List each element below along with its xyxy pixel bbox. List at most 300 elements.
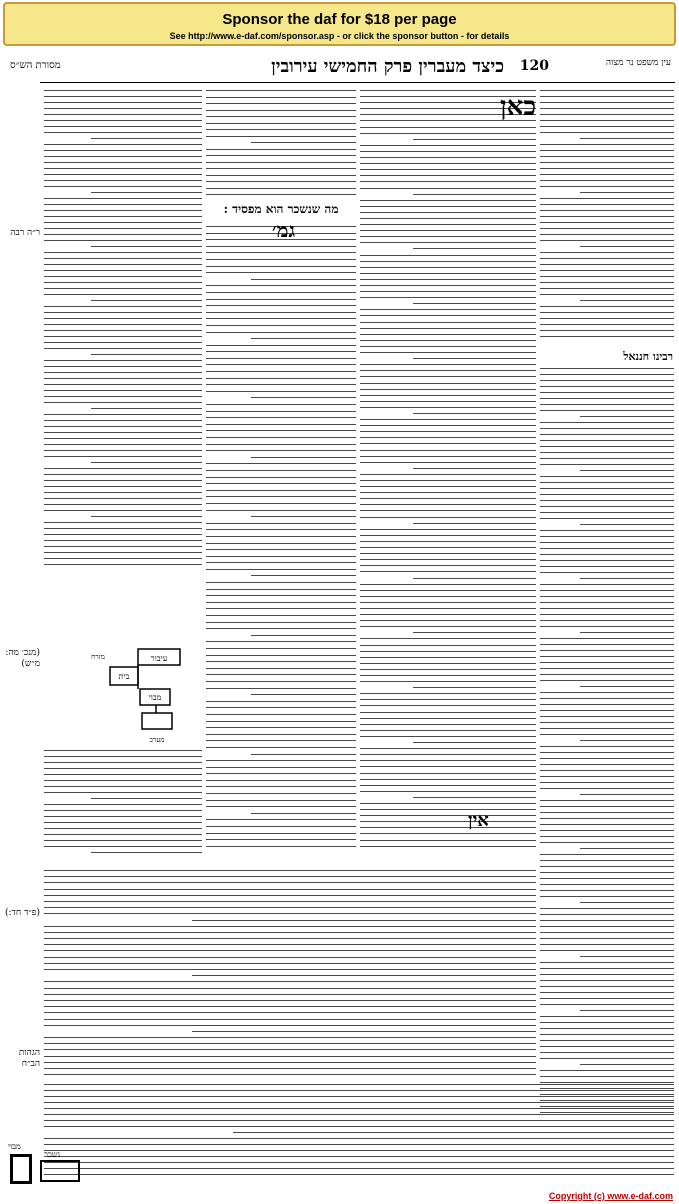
text-line <box>540 830 674 831</box>
text-line <box>360 456 536 457</box>
text-line <box>540 446 674 447</box>
text-line <box>360 407 536 408</box>
text-line <box>44 126 202 127</box>
text-line <box>540 1022 674 1023</box>
text-line <box>360 395 536 396</box>
text-line <box>206 674 356 675</box>
text-line <box>206 615 356 616</box>
text-line <box>206 793 356 794</box>
text-line <box>44 180 202 181</box>
text-line <box>206 523 356 524</box>
masoret-hashas-label: מסורת הש״ס <box>10 60 61 71</box>
text-line <box>44 162 202 163</box>
text-line <box>540 1034 674 1035</box>
text-line <box>192 975 536 976</box>
text-line <box>206 628 356 629</box>
text-line <box>206 424 356 425</box>
text-line <box>540 620 674 621</box>
text-line <box>44 198 202 199</box>
copyright-link[interactable]: Copyright (c) www.e-daf.com <box>548 1191 673 1201</box>
text-line <box>360 462 536 463</box>
text-line <box>540 980 674 981</box>
text-line <box>540 878 674 879</box>
text-line <box>540 1082 674 1083</box>
text-line <box>360 90 536 91</box>
text-line <box>206 325 356 326</box>
header-rule <box>40 82 675 83</box>
text-line <box>206 437 356 438</box>
text-line <box>540 108 674 109</box>
text-line <box>580 246 674 247</box>
text-line <box>413 358 536 359</box>
text-line <box>360 773 536 774</box>
text-line <box>580 192 674 193</box>
text-line <box>44 780 202 781</box>
text-line <box>360 346 536 347</box>
text-line <box>360 730 536 731</box>
text-line <box>360 163 536 164</box>
text-line <box>360 803 536 804</box>
text-line <box>44 318 202 319</box>
text-line <box>540 914 674 915</box>
text-line <box>44 426 202 427</box>
text-line <box>580 416 674 417</box>
text-line <box>360 383 536 384</box>
text-line <box>360 693 536 694</box>
text-line <box>580 138 674 139</box>
text-line <box>540 866 674 867</box>
diagram-label-top: עיבור <box>150 654 168 663</box>
text-line <box>206 602 356 603</box>
text-line <box>206 97 356 98</box>
text-line <box>360 815 536 816</box>
text-line <box>360 535 536 536</box>
text-line <box>206 819 356 820</box>
text-line <box>360 236 536 237</box>
text-line <box>540 806 674 807</box>
text-line <box>206 110 356 111</box>
text-line <box>206 714 356 715</box>
text-line <box>44 546 202 547</box>
text-line <box>360 206 536 207</box>
text-line <box>540 842 674 843</box>
text-line <box>540 294 674 295</box>
text-line <box>206 661 356 662</box>
text-line <box>540 704 674 705</box>
text-line <box>360 200 536 201</box>
text-line <box>44 816 202 817</box>
text-line <box>580 300 674 301</box>
text-line <box>44 480 202 481</box>
gemara-main <box>206 226 356 866</box>
text-line <box>251 754 356 755</box>
text-line <box>44 342 202 343</box>
text-line <box>360 401 536 402</box>
text-line <box>44 444 202 445</box>
text-line <box>540 440 674 441</box>
text-line <box>360 437 536 438</box>
text-line <box>44 390 202 391</box>
text-line <box>44 1012 536 1013</box>
text-line <box>540 566 674 567</box>
text-line <box>540 404 674 405</box>
text-line <box>360 620 536 621</box>
text-line <box>360 334 536 335</box>
text-line <box>44 1043 536 1044</box>
text-line <box>540 596 674 597</box>
text-line <box>44 750 202 751</box>
text-line <box>413 797 536 798</box>
text-line <box>360 218 536 219</box>
text-line <box>44 330 202 331</box>
text-line <box>44 1120 674 1121</box>
text-line <box>44 510 202 511</box>
text-line <box>540 542 674 543</box>
text-line <box>206 404 356 405</box>
text-line <box>44 1114 674 1115</box>
text-line <box>360 657 536 658</box>
text-line <box>44 1025 536 1026</box>
text-line <box>540 584 674 585</box>
text-line <box>206 496 356 497</box>
text-line <box>360 175 536 176</box>
text-line <box>540 518 674 519</box>
text-line <box>44 944 536 945</box>
text-line <box>360 541 536 542</box>
text-line <box>206 707 356 708</box>
text-line <box>206 351 356 352</box>
text-line <box>360 827 536 828</box>
ein-mishpat-column <box>540 90 674 340</box>
text-line <box>44 474 202 475</box>
text-line <box>360 553 536 554</box>
text-line <box>540 986 674 987</box>
left-margin <box>4 88 42 1148</box>
text-line <box>360 340 536 341</box>
text-line <box>206 162 356 163</box>
text-line <box>580 686 674 687</box>
text-line <box>540 434 674 435</box>
text-line <box>44 456 202 457</box>
text-line <box>360 517 536 518</box>
text-line <box>540 554 674 555</box>
text-line <box>360 846 536 847</box>
text-line <box>44 768 202 769</box>
text-line <box>540 428 674 429</box>
text-line <box>540 782 674 783</box>
text-line <box>91 516 202 517</box>
text-line <box>540 312 674 313</box>
text-line <box>206 641 356 642</box>
text-line <box>540 770 674 771</box>
text-line <box>206 608 356 609</box>
text-line <box>540 728 674 729</box>
text-line <box>540 150 674 151</box>
text-line <box>540 258 674 259</box>
text-line <box>44 907 536 908</box>
text-line <box>206 312 356 313</box>
text-line <box>540 650 674 651</box>
text-line <box>360 431 536 432</box>
text-line <box>360 645 536 646</box>
text-line <box>44 120 202 121</box>
text-line <box>540 824 674 825</box>
text-line <box>206 378 356 379</box>
text-line <box>540 204 674 205</box>
text-line <box>251 457 356 458</box>
text-line <box>540 216 674 217</box>
text-line <box>540 548 674 549</box>
text-line <box>251 142 356 143</box>
text-line <box>206 622 356 623</box>
text-line <box>206 833 356 834</box>
text-line <box>540 800 674 801</box>
rabbenu-chananel-column <box>540 368 674 1128</box>
text-line <box>206 470 356 471</box>
text-line <box>206 786 356 787</box>
text-line <box>360 596 536 597</box>
text-line <box>540 614 674 615</box>
text-line <box>251 635 356 636</box>
text-line <box>44 828 202 829</box>
eruv-diagram <box>90 645 200 745</box>
text-line <box>44 144 202 145</box>
text-line <box>360 821 536 822</box>
text-line <box>44 258 202 259</box>
page-header <box>0 52 679 82</box>
text-line <box>540 626 674 627</box>
text-line <box>360 492 536 493</box>
text-line <box>206 123 356 124</box>
sponsor-banner[interactable] <box>3 2 676 46</box>
text-line <box>360 809 536 810</box>
text-line <box>44 396 202 397</box>
text-line <box>44 895 536 896</box>
text-line <box>413 523 536 524</box>
text-line <box>206 90 356 91</box>
text-line <box>540 144 674 145</box>
text-line <box>206 839 356 840</box>
text-line <box>44 348 202 349</box>
text-line <box>540 908 674 909</box>
text-line <box>540 818 674 819</box>
text-line <box>206 595 356 596</box>
text-line <box>44 168 202 169</box>
text-line <box>44 840 202 841</box>
text-line <box>360 181 536 182</box>
text-line <box>540 998 674 999</box>
diagram-label-mid1: בית <box>118 672 130 681</box>
sponsor-title[interactable]: Sponsor the daf for $18 per page <box>222 11 457 28</box>
text-line <box>540 716 674 717</box>
opening-word: כאן <box>500 92 537 122</box>
text-line <box>580 524 674 525</box>
text-line <box>44 1108 674 1109</box>
text-line <box>360 608 536 609</box>
text-line <box>206 364 356 365</box>
text-line <box>44 282 202 283</box>
text-line <box>580 848 674 849</box>
text-line <box>251 279 356 280</box>
text-line <box>540 656 674 657</box>
text-line <box>91 138 202 139</box>
text-line <box>360 840 536 841</box>
text-line <box>206 332 356 333</box>
text-line <box>44 1102 674 1103</box>
text-line <box>44 957 536 958</box>
text-line <box>44 186 202 187</box>
text-line <box>233 1132 674 1133</box>
text-line <box>540 722 674 723</box>
text-line <box>540 168 674 169</box>
text-line <box>206 477 356 478</box>
text-line <box>413 578 536 579</box>
text-line <box>44 216 202 217</box>
text-line <box>44 534 202 535</box>
text-line <box>540 410 674 411</box>
text-line <box>206 760 356 761</box>
text-line <box>540 240 674 241</box>
text-line <box>206 129 356 130</box>
text-line <box>360 638 536 639</box>
text-line <box>251 397 356 398</box>
text-line <box>44 1037 536 1038</box>
text-line <box>44 889 536 890</box>
text-line <box>360 474 536 475</box>
text-line <box>540 836 674 837</box>
text-line <box>206 246 356 247</box>
text-line <box>44 938 536 939</box>
text-line <box>44 504 202 505</box>
text-line <box>44 1049 536 1050</box>
text-line <box>44 950 536 951</box>
text-line <box>540 890 674 891</box>
text-line <box>206 318 356 319</box>
text-line <box>44 1062 536 1063</box>
text-line <box>44 324 202 325</box>
text-line <box>540 530 674 531</box>
text-line <box>360 504 536 505</box>
text-line <box>206 589 356 590</box>
text-line <box>540 252 674 253</box>
gemara-top <box>206 90 356 200</box>
text-line <box>580 1064 674 1065</box>
text-line <box>360 255 536 256</box>
text-line <box>44 366 202 367</box>
text-line <box>360 279 536 280</box>
text-line <box>206 727 356 728</box>
text-line <box>206 549 356 550</box>
text-line <box>360 364 536 365</box>
text-line <box>360 242 536 243</box>
text-line <box>44 540 202 541</box>
text-line <box>540 374 674 375</box>
text-line <box>360 127 536 128</box>
text-line <box>540 452 674 453</box>
text-line <box>44 108 202 109</box>
text-line <box>44 846 202 847</box>
text-line <box>360 224 536 225</box>
text-line <box>44 876 536 877</box>
text-line <box>44 969 536 970</box>
text-line <box>44 228 202 229</box>
text-line <box>206 510 356 511</box>
text-line <box>360 261 536 262</box>
rabbenu-chananel-title: רבינו חננאל <box>623 350 673 363</box>
text-line <box>360 675 536 676</box>
text-line <box>206 483 356 484</box>
text-line <box>540 324 674 325</box>
text-line <box>360 547 536 548</box>
text-line <box>206 463 356 464</box>
text-line <box>360 322 536 323</box>
margin-note-3: (פ״ד חד:) <box>4 908 40 918</box>
diagram-label-bottom: מערב <box>149 736 165 744</box>
text-line <box>360 425 536 426</box>
text-line <box>540 132 674 133</box>
text-line <box>44 926 536 927</box>
text-line <box>540 920 674 921</box>
text-line <box>360 559 536 560</box>
text-line <box>360 328 536 329</box>
text-line <box>540 90 674 91</box>
text-line <box>44 270 202 271</box>
text-line <box>540 884 674 885</box>
text-line <box>206 292 356 293</box>
text-line <box>360 486 536 487</box>
text-line <box>44 1084 674 1085</box>
diagram-label-left: מזרח <box>91 653 105 661</box>
text-line <box>540 1052 674 1053</box>
text-line <box>360 571 536 572</box>
text-line <box>206 391 356 392</box>
text-line <box>540 872 674 873</box>
text-line <box>360 754 536 755</box>
text-line <box>44 450 202 451</box>
text-line <box>44 420 202 421</box>
text-line <box>360 681 536 682</box>
text-line <box>206 116 356 117</box>
text-line <box>206 103 356 104</box>
text-line <box>206 569 356 570</box>
text-line <box>91 462 202 463</box>
text-line <box>44 1056 536 1057</box>
text-line <box>540 974 674 975</box>
text-line <box>360 669 536 670</box>
diagram-label-mid2: מבוי <box>148 693 162 702</box>
text-line <box>206 450 356 451</box>
text-line <box>206 384 356 385</box>
text-line <box>44 932 536 933</box>
text-line <box>540 950 674 951</box>
text-line <box>44 1144 674 1145</box>
text-line <box>44 558 202 559</box>
text-line <box>540 422 674 423</box>
text-line <box>540 458 674 459</box>
text-line <box>44 822 202 823</box>
text-line <box>540 896 674 897</box>
text-line <box>206 773 356 774</box>
text-line <box>413 632 536 633</box>
text-line <box>540 512 674 513</box>
sponsor-subtitle[interactable]: See http://www.e-daf.com/sponsor.asp - or click the sponsor button - for details <box>169 31 510 41</box>
text-line <box>540 854 674 855</box>
text-line <box>540 536 674 537</box>
text-line <box>540 812 674 813</box>
text-line <box>360 748 536 749</box>
footer-box-label: נשכר <box>44 1150 61 1159</box>
text-line <box>540 234 674 235</box>
